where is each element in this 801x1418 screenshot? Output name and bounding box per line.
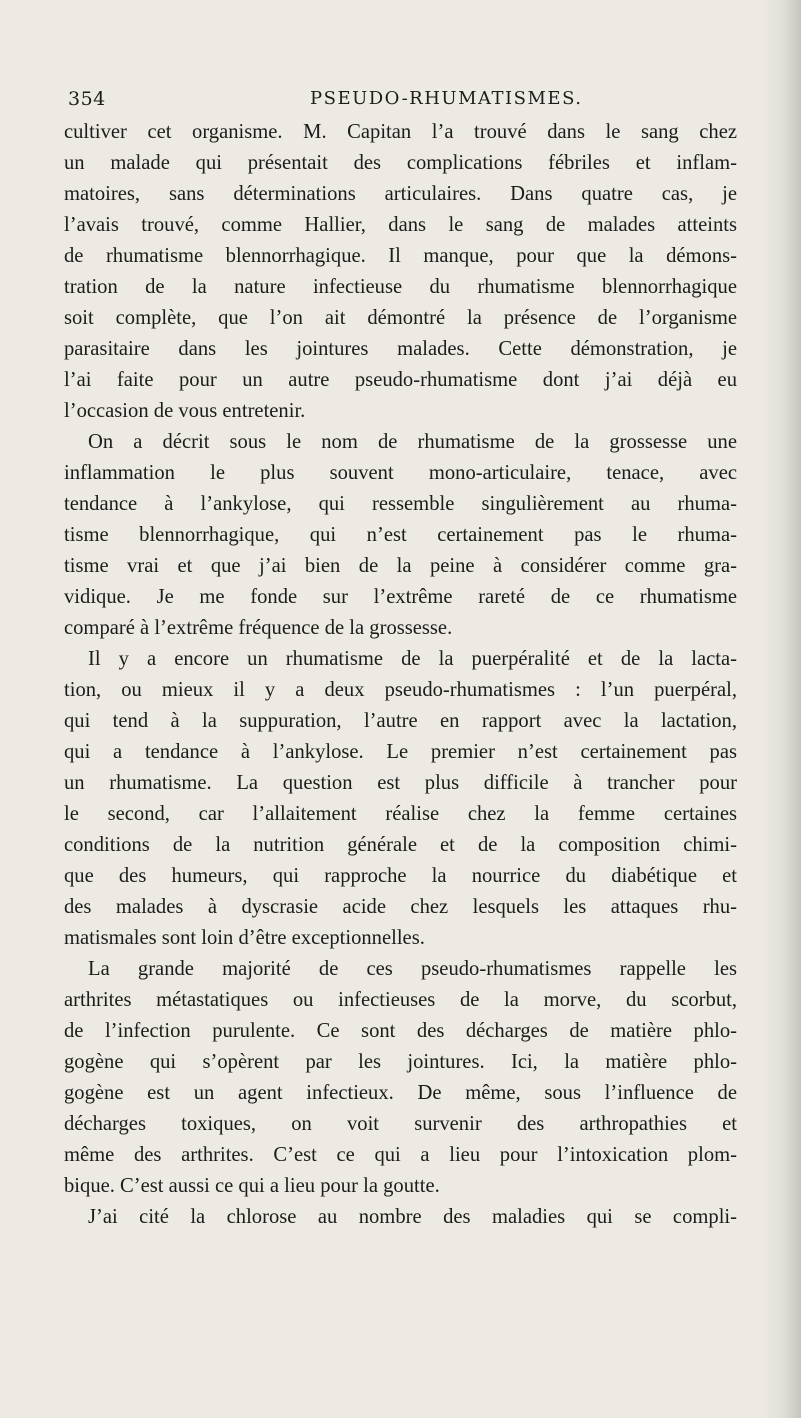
- text-line: qui tend à la suppuration, l’autre en rapport avec la lactation,: [64, 710, 737, 732]
- text-line: tendance à l’ankylose, qui ressemble singulièrement au rhuma-: [64, 493, 737, 515]
- running-title: PSEUDO-RHUMATISMES.: [310, 88, 583, 109]
- text-line: tisme blennorrhagique, qui n’est certainement pas le rhuma-: [64, 524, 737, 546]
- text-line: parasitaire dans les jointures malades. Cette démonstration, je: [64, 338, 737, 360]
- text-line: de l’infection purulente. Ce sont des décharges de matière phlo-: [64, 1020, 737, 1042]
- text-line: vidique. Je me fonde sur l’extrême rareté de ce rhumatisme: [64, 586, 737, 608]
- page-number: 354: [68, 88, 106, 110]
- text-line: l’ai faite pour un autre pseudo-rhumatisme dont j’ai déjà eu: [64, 369, 737, 391]
- text-line: cultiver cet organisme. M. Capitan l’a trouvé dans le sang chez: [64, 121, 737, 143]
- text-line: tration de la nature infectieuse du rhumatisme blennorrhagique: [64, 276, 737, 298]
- text-line: tisme vrai et que j’ai bien de la peine à considérer comme gra-: [64, 555, 737, 577]
- text-line: Il y a encore un rhumatisme de la puerpéralité et de la lacta-: [88, 648, 737, 670]
- text-line: soit complète, que l’on ait démontré la présence de l’organisme: [64, 307, 737, 329]
- text-line: conditions de la nutrition générale et de la composition chimi-: [64, 834, 737, 856]
- page-header: [68, 88, 728, 118]
- text-line: arthrites métastatiques ou infectieuses de la morve, du scorbut,: [64, 989, 737, 1011]
- text-line: J’ai cité la chlorose au nombre des maladies qui se compli-: [88, 1206, 737, 1228]
- text-line: un rhumatisme. La question est plus difficile à trancher pour: [64, 772, 737, 794]
- text-line: de rhumatisme blennorrhagique. Il manque, pour que la démons-: [64, 245, 737, 267]
- text-line: On a décrit sous le nom de rhumatisme de la grossesse une: [88, 431, 737, 453]
- text-line: le second, car l’allaitement réalise chez la femme certaines: [64, 803, 737, 825]
- body-text: [64, 117, 737, 1233]
- text-line: l’avais trouvé, comme Hallier, dans le sang de malades atteints: [64, 214, 737, 236]
- text-line: bique. C’est aussi ce qui a lieu pour la goutte.: [64, 1175, 440, 1197]
- text-line: tion, ou mieux il y a deux pseudo-rhumatismes : l’un puerpéral,: [64, 679, 737, 701]
- text-line: La grande majorité de ces pseudo-rhumatismes rappelle les: [88, 958, 737, 980]
- text-line: l’occasion de vous entretenir.: [64, 400, 306, 422]
- text-line: un malade qui présentait des complications fébriles et inflam-: [64, 152, 737, 174]
- text-line: qui a tendance à l’ankylose. Le premier n’est certainement pas: [64, 741, 737, 763]
- text-line: même des arthrites. C’est ce qui a lieu pour l’intoxication plom-: [64, 1144, 737, 1166]
- text-line: gogène est un agent infectieux. De même, sous l’influence de: [64, 1082, 737, 1104]
- text-line: matismales sont loin d’être exceptionnelles.: [64, 927, 425, 949]
- page-edge-shadow: [761, 0, 801, 1418]
- text-line: des malades à dyscrasie acide chez lesquels les attaques rhu-: [64, 896, 737, 918]
- text-line: que des humeurs, qui rapproche la nourrice du diabétique et: [64, 865, 737, 887]
- text-line: matoires, sans déterminations articulaires. Dans quatre cas, je: [64, 183, 737, 205]
- text-line: décharges toxiques, on voit survenir des arthropathies et: [64, 1113, 737, 1135]
- text-line: comparé à l’extrême fréquence de la grossesse.: [64, 617, 453, 639]
- text-line: gogène qui s’opèrent par les jointures. Ici, la matière phlo-: [64, 1051, 737, 1073]
- text-line: inflammation le plus souvent mono-articulaire, tenace, avec: [64, 462, 737, 484]
